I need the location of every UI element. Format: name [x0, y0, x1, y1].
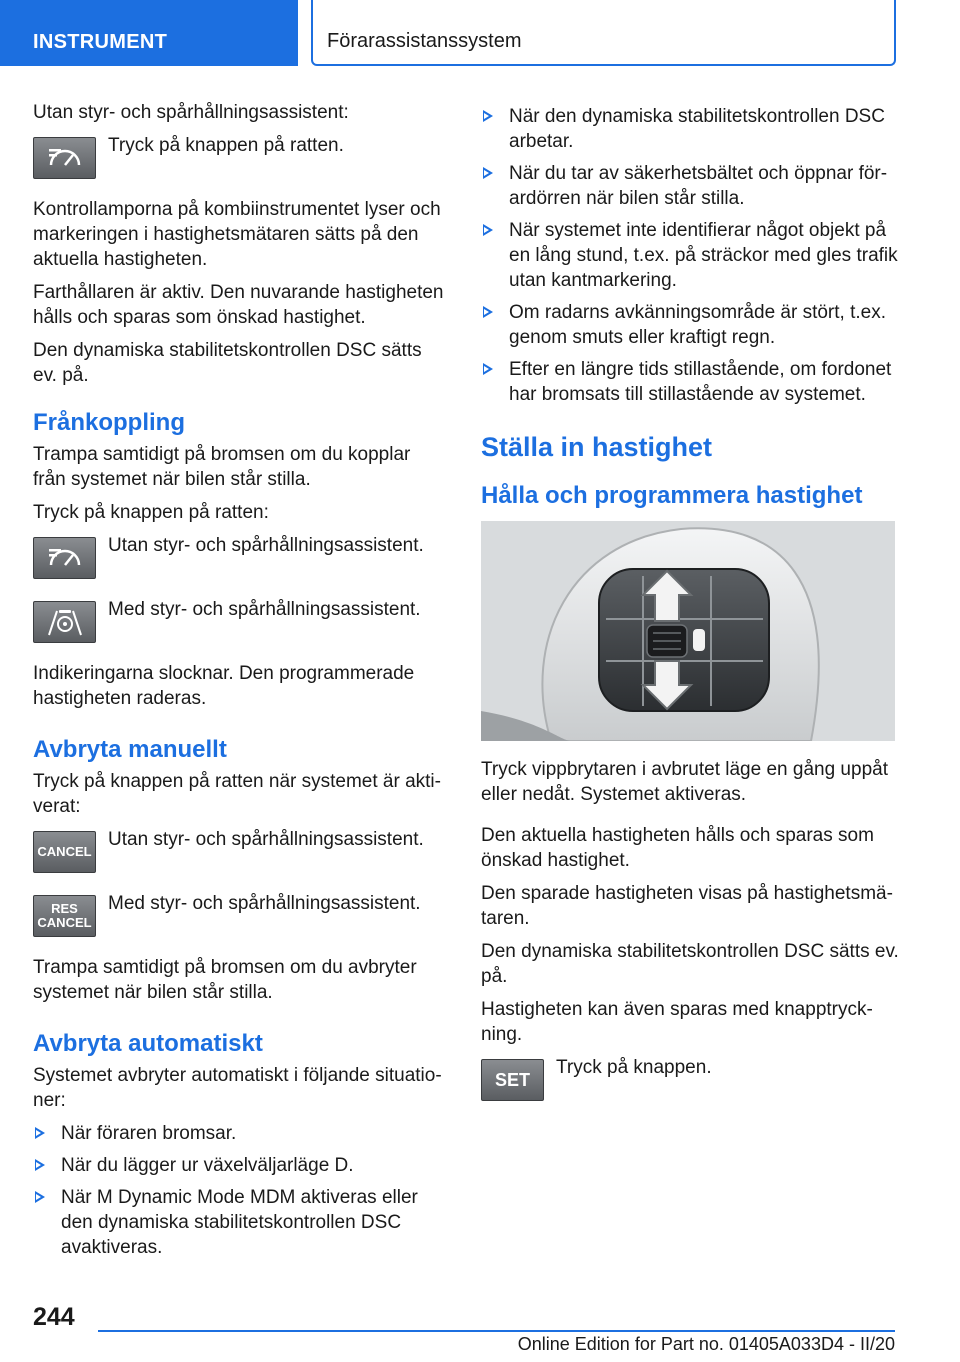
icon-label: Tryck på knappen. [556, 1057, 712, 1078]
icon-label: Utan styr- och spårhållningsassistent. [108, 535, 424, 556]
paragraph: Den sparade hastigheten visas på hastighetsmätaren. [481, 883, 893, 929]
bullet-arrow-icon [483, 167, 493, 179]
cruise-control-icon [33, 537, 96, 579]
set-button-icon: SET [481, 1059, 544, 1101]
edition-note: Online Edition for Part no. 01405A033D4 - II/20 [517, 1334, 895, 1354]
list-item: När den dynamiska stabilitetskontrollen DSC arbetar. [481, 104, 899, 154]
bullet-arrow-icon [483, 224, 493, 236]
chapter-title: Förarassistanssystem [327, 30, 522, 52]
section-heading: Avbryta manuellt [33, 736, 227, 763]
icon-row [33, 533, 448, 583]
paragraph: Indikeringarna slocknar. Den programmerade hastigheten raderas. [33, 663, 415, 709]
section-heading: Frånkoppling [33, 409, 185, 436]
list-item: När du lägger ur växelväljarläge D. [33, 1153, 448, 1178]
icon-row [33, 133, 448, 183]
page-number: 244 [33, 1303, 75, 1331]
paragraph: Kontrollamporna på kombiinstrumentet lyser och markeringen i hastighetsmätaren sätts på den aktuella hastigheten. [33, 199, 441, 270]
paragraph: Farthållaren är aktiv. Den nuvarande hastigheten hålls och sparas som önskad hastighet. [33, 282, 444, 328]
icon-row [33, 891, 448, 941]
subsection-heading: Hålla och programmera hastighet [481, 482, 863, 509]
paragraph: Tryck vippbrytaren i avbrutet läge en gång uppåt eller nedåt. Systemet aktiveras. [481, 759, 888, 805]
right-column [481, 100, 899, 1119]
icon-label: Med styr- och spårhållningsassistent. [108, 893, 421, 914]
section-heading: Ställa in hastighet [481, 432, 713, 462]
list-item: När föraren bromsar. [33, 1121, 448, 1146]
left-column [33, 100, 448, 1268]
cruise-control-icon [33, 137, 96, 179]
section-title: INSTRUMENT [33, 31, 168, 53]
bullet-list [481, 104, 899, 407]
paragraph: Den dynamiska stabilitetskontrollen DSC sätts ev. på. [33, 340, 422, 386]
list-item: När M Dynamic Mode MDM aktiveras eller den dynamiska stabilitetskontrollen DSC avaktiveras. [33, 1185, 448, 1260]
cancel-button-icon: CANCEL [33, 831, 96, 873]
paragraph: Tryck på knappen på ratten: [33, 502, 269, 523]
bullet-arrow-icon [35, 1127, 45, 1139]
paragraph: Hastigheten kan även sparas med knapptryckning. [481, 999, 873, 1045]
list-item: Efter en längre tids stillastående, om fordonet har bromsats till stillastående av systemet. [481, 357, 899, 407]
steering-wheel-switch-photo [481, 521, 895, 741]
paragraph: Den aktuella hastigheten hålls och sparas som önskad hastighet. [481, 825, 874, 871]
paragraph: Utan styr- och spårhållningsassistent: [33, 102, 349, 123]
list-item: När systemet inte identifierar något objekt på en lång stund, t.ex. på sträckor med gles trafik utan kantmarkering. [481, 218, 899, 293]
bullet-arrow-icon [483, 110, 493, 122]
bullet-arrow-icon [35, 1159, 45, 1171]
chapter-tab [311, 0, 896, 66]
paragraph: Den dynamiska stabilitetskontrollen DSC sätts ev. på. [481, 941, 899, 987]
paragraph: Trampa samtidigt på bromsen om du kopplar från systemet när bilen står stilla. [33, 444, 411, 490]
paragraph: Systemet avbryter automatiskt i följande situationer: [33, 1065, 442, 1111]
icon-row [481, 1055, 899, 1105]
res-cancel-button-icon: RES CANCEL [33, 895, 96, 937]
bullet-arrow-icon [35, 1191, 45, 1203]
icon-label: Utan styr- och spårhållningsassistent. [108, 829, 424, 850]
icon-row [33, 827, 448, 877]
icon-row [33, 597, 448, 647]
bullet-arrow-icon [483, 363, 493, 375]
paragraph: Trampa samtidigt på bromsen om du avbryter systemet när bilen står stilla. [33, 957, 417, 1003]
icon-label: Med styr- och spårhållningsassistent. [108, 599, 421, 620]
bullet-list [33, 1121, 448, 1260]
section-heading: Avbryta automatiskt [33, 1030, 263, 1057]
icon-label: Tryck på knappen på ratten. [108, 135, 344, 156]
bullet-arrow-icon [483, 306, 493, 318]
steering-assistant-icon [33, 601, 96, 643]
paragraph: Tryck på knappen på ratten när systemet är aktiverat: [33, 771, 441, 817]
section-tab [0, 0, 298, 66]
list-item: När du tar av säkerhetsbältet och öppnar förardörren när bilen står stilla. [481, 161, 899, 211]
list-item: Om radarns avkänningsområde är stört, t.ex. genom smuts eller kraftigt regn. [481, 300, 899, 350]
footer-divider [98, 1330, 895, 1332]
